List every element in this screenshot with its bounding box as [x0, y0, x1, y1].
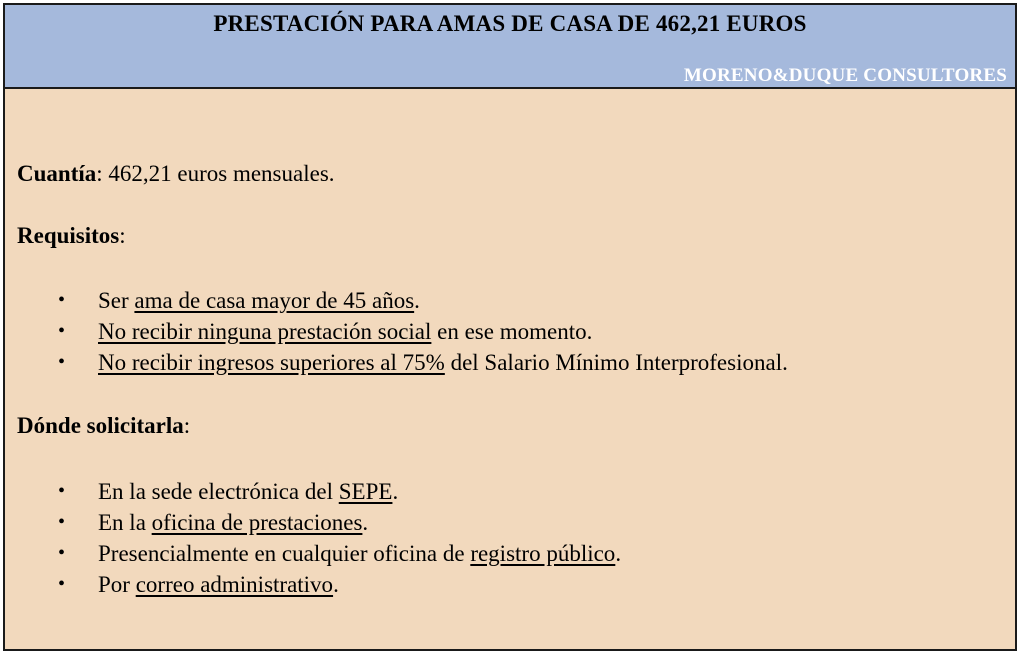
item-text: En la sede electrónica del — [98, 479, 339, 504]
list-item — [5, 569, 621, 600]
list-item — [5, 285, 788, 316]
item-link[interactable]: registro público — [470, 541, 616, 566]
donde-label: Dónde solicitarla — [17, 413, 184, 438]
bullet-icon: • — [58, 351, 66, 373]
item-link[interactable]: No recibir ninguna prestación social — [98, 319, 432, 344]
requisitos-list — [5, 285, 788, 378]
bullet-icon: • — [58, 289, 66, 311]
brand-name: MORENO&DUQUE CONSULTORES — [683, 65, 1007, 86]
bullet-icon: • — [58, 573, 66, 595]
item-text: . — [615, 541, 622, 566]
cuantia-label: Cuantía — [17, 161, 97, 186]
item-text: Presencialmente en cualquier oficina de — [98, 541, 471, 566]
requisitos-colon: : — [119, 223, 126, 248]
item-text: Ser — [98, 288, 135, 313]
list-item — [5, 316, 788, 347]
header-banner — [5, 5, 1015, 89]
item-text: Por — [98, 572, 136, 597]
item-link[interactable]: oficina de prestaciones — [151, 510, 363, 535]
item-text: . — [333, 572, 339, 597]
item-link[interactable]: No recibir ingresos superiores al 75% — [98, 350, 445, 375]
item-text: del Salario Mínimo Interprofesional. — [444, 350, 788, 375]
donde-list — [5, 476, 621, 600]
bullet-icon: • — [58, 542, 66, 564]
cuantia-colon: : — [96, 161, 103, 186]
item-text: En la — [98, 510, 152, 535]
bullet-icon: • — [58, 511, 66, 533]
item-link[interactable]: ama de casa mayor de 45 años — [134, 288, 415, 313]
content-area — [5, 89, 1015, 649]
list-item — [5, 507, 621, 538]
item-text: en ese momento. — [431, 319, 593, 344]
bullet-icon: • — [58, 480, 66, 502]
requisitos-heading — [17, 220, 126, 251]
donde-heading — [17, 410, 190, 441]
requisitos-label: Requisitos — [17, 223, 120, 248]
page-title: PRESTACIÓN PARA AMAS DE CASA DE 462,21 EUROS — [213, 11, 807, 36]
document-page — [3, 3, 1017, 651]
list-item — [5, 538, 621, 569]
item-text: . — [362, 510, 369, 535]
item-text: . — [392, 479, 399, 504]
item-text: . — [414, 288, 420, 313]
list-item — [5, 347, 788, 378]
list-item — [5, 476, 621, 507]
cuantia-value: 462,21 euros mensuales. — [102, 161, 335, 186]
item-link[interactable]: SEPE — [338, 479, 393, 504]
cuantia-line — [17, 158, 335, 189]
item-link[interactable]: correo administrativo — [135, 572, 334, 597]
donde-colon: : — [183, 413, 191, 438]
bullet-icon: • — [58, 320, 66, 342]
